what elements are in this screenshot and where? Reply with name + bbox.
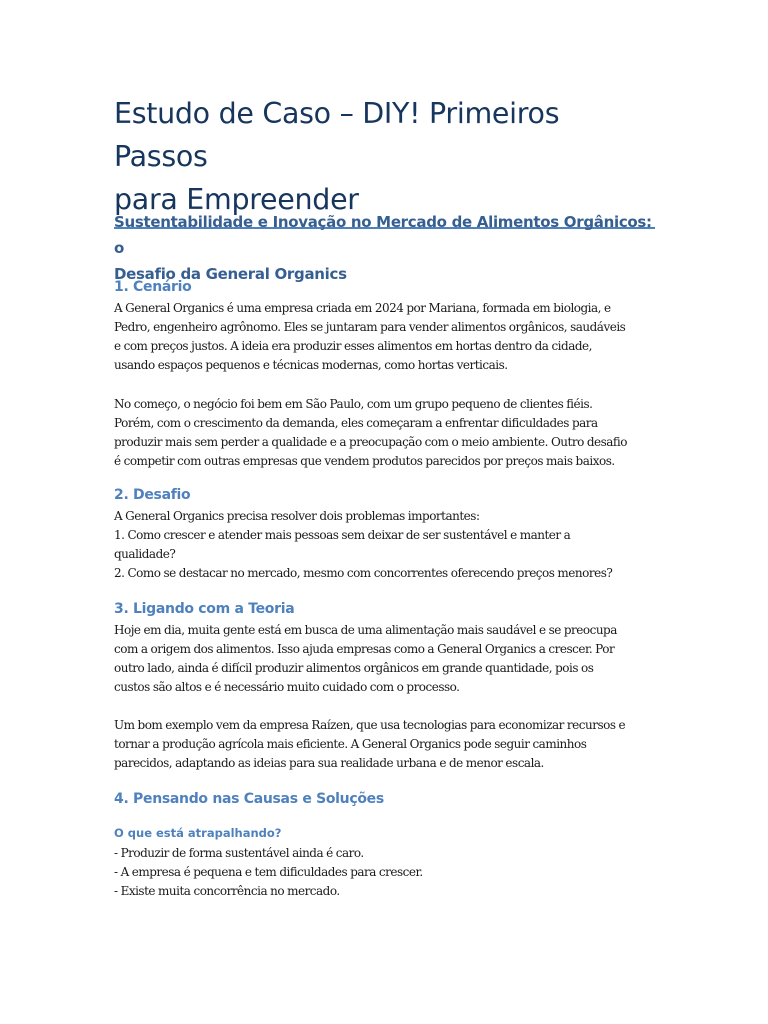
section-causas (114, 789, 655, 809)
cenario-paragraph-1 (114, 299, 655, 375)
cenario-paragraph-2 (114, 395, 655, 471)
text-line: é competir com outras empresas que vendem produtos parecidos por preços mais baixos. (114, 454, 615, 468)
text-line: usando espaços pequenos e técnicas modernas, como hortas verticais. (114, 358, 508, 372)
text-line: No começo, o negócio foi bem em São Paulo, com um grupo pequeno de clientes fiéis. (114, 397, 593, 411)
text-line: e com preços justos. A ideia era produzir esses alimentos em hortas dentro da cidade, (114, 339, 592, 353)
text-line: 1. Como crescer e atender mais pessoas sem deixar de ser sustentável e manter a (114, 528, 571, 542)
text-line: Pedro, engenheiro agrônomo. Eles se juntaram para vender alimentos orgânicos, saudáveis (114, 320, 626, 334)
text-line: com a origem dos alimentos. Isso ajuda empresas como a General Organics a crescer. Por (114, 642, 615, 656)
section-heading: 3. Ligando com a Teoria (114, 601, 295, 617)
section-heading: 1. Cenário (114, 279, 192, 295)
text-line: Um bom exemplo vem da empresa Raízen, que usa tecnologias para economizar recursos e (114, 718, 626, 732)
text-line: parecidos, adaptando as ideias para sua realidade urbana e de menor escala. (114, 756, 544, 770)
section-cenario (114, 277, 655, 297)
text-line: produzir mais sem perder a qualidade e a preocupação com o meio ambiente. Outro desafio (114, 435, 627, 449)
text-line: A General Organics é uma empresa criada em 2024 por Mariana, formada em biologia, e (114, 301, 611, 315)
text-line: qualidade? (114, 547, 176, 561)
title-line: para Empreender (114, 183, 359, 216)
text-line: 2. Como se destacar no mercado, mesmo com concorrentes oferecendo preços menores? (114, 566, 613, 580)
teoria-paragraph-1 (114, 621, 655, 697)
text-line: Hoje em dia, muita gente está em busca de uma alimentação mais saudável e se preocupa (114, 623, 617, 637)
desafio-text (114, 507, 655, 583)
text-line: outro lado, ainda é difícil produzir alimentos orgânicos em grande quantidade, pois os (114, 661, 594, 675)
text-line: tornar a produção agrícola mais eficiente. A General Organics pode seguir caminhos (114, 737, 587, 751)
subtitle-line: Desafio da General Organics (114, 265, 347, 283)
list-item: - A empresa é pequena e tem dificuldades para crescer. (114, 865, 423, 879)
teoria-paragraph-2 (114, 716, 655, 773)
text-line: A General Organics precisa resolver dois problemas importantes: (114, 509, 480, 523)
title-line: Estudo de Caso – DIY! Primeiros Passos (114, 97, 560, 173)
section-teoria (114, 599, 655, 619)
section-heading: 2. Desafio (114, 487, 191, 503)
causas-list (114, 844, 655, 901)
section-heading: 4. Pensando nas Causas e Soluções (114, 791, 384, 807)
list-item: - Existe muita concorrência no mercado. (114, 884, 340, 898)
subtitle-line: Sustentabilidade e Inovação no Mercado de Alimentos Orgânicos: o (114, 213, 652, 257)
document-subtitle (114, 209, 655, 287)
causas-subheading (114, 824, 655, 842)
list-item: - Produzir de forma sustentável ainda é caro. (114, 846, 364, 860)
subsection-heading: O que está atrapalhando? (114, 826, 282, 840)
text-line: Porém, com o crescimento da demanda, eles começaram a enfrentar dificuldades para (114, 416, 598, 430)
text-line: custos são altos e é necessário muito cuidado com o processo. (114, 680, 460, 694)
section-desafio (114, 485, 655, 505)
